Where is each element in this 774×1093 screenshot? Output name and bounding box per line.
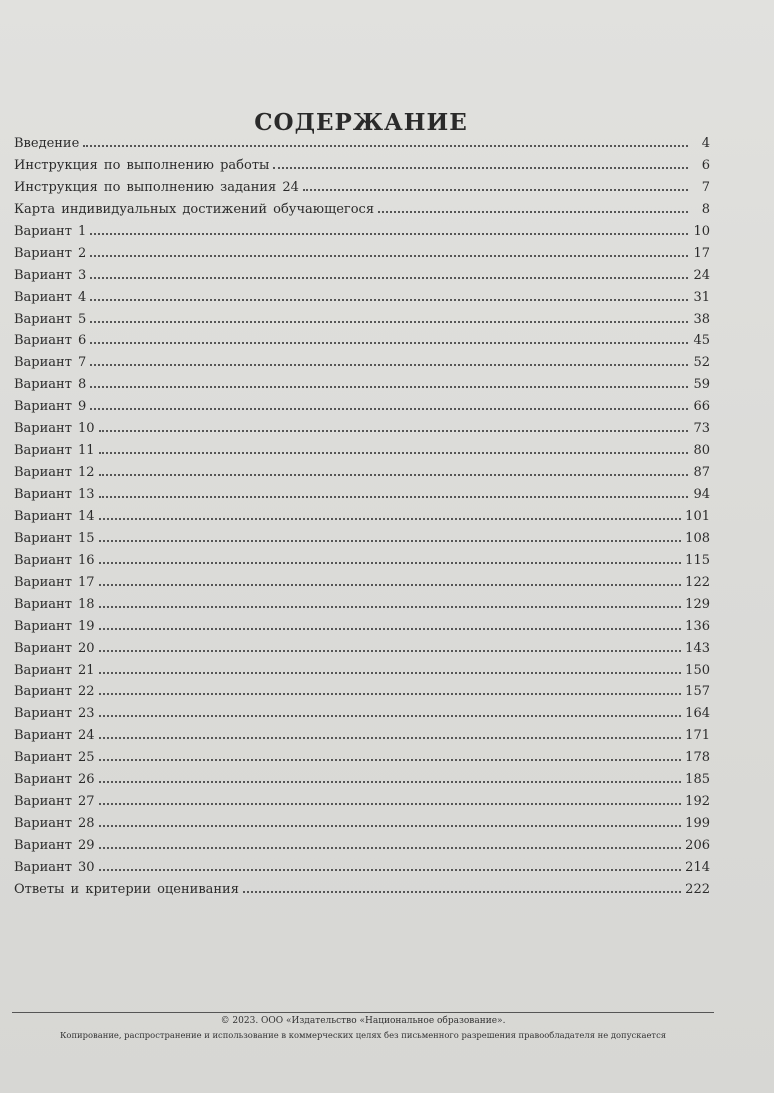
- toc-entry-page: 164: [685, 706, 710, 722]
- toc-entry-page: 38: [693, 311, 710, 327]
- toc-entry: [14, 726, 710, 748]
- dot-leader: [303, 188, 688, 191]
- dot-leader: [99, 824, 682, 827]
- toc-entry: [14, 836, 710, 858]
- toc-entry: [14, 419, 710, 441]
- dot-leader: [99, 714, 682, 717]
- dot-leader: [99, 780, 682, 783]
- toc-entry: [14, 880, 710, 902]
- dot-leader: [99, 605, 682, 608]
- toc-entry-title: Ответы и критерии оценивания: [14, 881, 239, 897]
- toc-entry: [14, 463, 710, 485]
- toc-entry: [14, 200, 710, 222]
- dot-leader: [99, 802, 682, 805]
- toc-entry-page: 199: [685, 816, 710, 832]
- toc-entry-title: Вариант 27: [14, 794, 95, 810]
- toc-entry-title: Вариант 18: [14, 596, 95, 612]
- toc-entry-title: Инструкция по выполнению задания 24: [14, 179, 299, 195]
- toc-entry: [14, 266, 710, 288]
- toc-entry: [14, 573, 710, 595]
- toc-entry-title: Вариант 7: [14, 355, 87, 371]
- toc-entry: [14, 310, 710, 332]
- toc-entry-title: Вариант 26: [14, 772, 95, 788]
- toc-entry-title: Вариант 20: [14, 640, 95, 656]
- toc-entry: [14, 288, 710, 310]
- dot-leader: [99, 649, 682, 652]
- toc-entry-title: Вариант 25: [14, 750, 95, 766]
- dot-leader: [99, 495, 688, 498]
- toc-entry: [14, 485, 710, 507]
- toc-entry-page: 7: [701, 179, 710, 195]
- dot-leader: [90, 232, 688, 235]
- toc-entry-page: 6: [701, 157, 710, 173]
- toc-entry: [14, 529, 710, 551]
- toc-entry: [14, 661, 710, 683]
- toc-entry-title: Вариант 1: [14, 223, 87, 239]
- toc-entry-title: Вариант 10: [14, 421, 95, 437]
- table-of-contents: [14, 134, 710, 902]
- dot-leader: [83, 144, 688, 147]
- toc-entry-title: Вариант 11: [14, 443, 95, 459]
- toc-entry-title: Карта индивидуальных достижений обучающегося: [14, 201, 375, 217]
- toc-entry-page: 8: [701, 201, 710, 217]
- toc-entry-page: 17: [693, 245, 710, 261]
- toc-entry-page: 214: [685, 859, 710, 875]
- dot-leader: [90, 298, 688, 301]
- toc-entry-title: Вариант 19: [14, 618, 95, 634]
- dot-leader: [90, 276, 688, 279]
- toc-entry-page: 101: [685, 508, 710, 524]
- toc-entry: [14, 617, 710, 639]
- toc-entry-page: 206: [685, 838, 710, 853]
- toc-entry-page: 10: [693, 223, 710, 239]
- dot-leader: [99, 539, 682, 542]
- toc-entry: [14, 595, 710, 617]
- toc-entry-title: Вариант 12: [14, 465, 95, 481]
- toc-entry-page: 129: [685, 596, 710, 612]
- toc-entry: [14, 814, 710, 836]
- toc-entry-title: Вариант 2: [14, 245, 87, 261]
- toc-entry-title: Вариант 28: [14, 816, 95, 832]
- toc-entry-page: 24: [693, 267, 710, 283]
- toc-entry-page: 59: [693, 377, 710, 393]
- toc-entry: [14, 441, 710, 463]
- dot-leader: [99, 517, 682, 520]
- toc-entry-title: Вариант 13: [14, 487, 95, 502]
- page-title: СОДЕРЖАНИЕ: [254, 109, 468, 137]
- toc-entry-title: Вариант 4: [14, 289, 87, 305]
- toc-entry-page: 171: [685, 728, 710, 744]
- toc-entry-page: 4: [701, 136, 710, 151]
- toc-entry-title: Вариант 24: [14, 728, 95, 744]
- toc-entry-title: Вариант 9: [14, 399, 87, 415]
- toc-entry: [14, 178, 710, 200]
- toc-entry-title: Вариант 29: [14, 838, 95, 853]
- toc-entry-title: Вариант 14: [14, 508, 95, 524]
- dot-leader: [99, 758, 682, 761]
- toc-entry: [14, 397, 710, 419]
- toc-entry-page: 73: [693, 421, 710, 437]
- dot-leader: [99, 561, 682, 564]
- toc-entry-title: Вариант 5: [14, 311, 87, 327]
- footer-divider: [12, 1012, 714, 1013]
- toc-entry-page: 66: [693, 399, 710, 415]
- toc-entry-title: Введение: [14, 136, 80, 151]
- toc-entry-title: Вариант 21: [14, 662, 95, 678]
- toc-entry: [14, 682, 710, 704]
- toc-entry-title: Вариант 16: [14, 552, 95, 568]
- toc-entry-page: 150: [685, 662, 710, 678]
- toc-entry-page: 136: [685, 618, 710, 634]
- toc-entry: [14, 222, 710, 244]
- dot-leader: [90, 407, 688, 410]
- toc-entry-title: Вариант 15: [14, 530, 95, 546]
- toc-entry: [14, 551, 710, 573]
- toc-entry: [14, 375, 710, 397]
- toc-entry-page: 52: [693, 355, 710, 371]
- toc-entry-title: Инструкция по выполнению работы: [14, 157, 270, 173]
- toc-entry: [14, 507, 710, 529]
- toc-entry: [14, 331, 710, 353]
- toc-entry-page: 115: [685, 552, 710, 568]
- dot-leader: [273, 166, 688, 169]
- toc-entry-page: 157: [685, 684, 710, 700]
- copyright-line: © 2023. ООО «Издательство «Национальное образование».: [220, 1016, 506, 1026]
- toc-entry-page: 108: [685, 530, 710, 546]
- toc-entry-page: 31: [693, 289, 710, 305]
- toc-entry-title: Вариант 17: [14, 574, 95, 590]
- toc-entry: [14, 858, 710, 880]
- toc-entry-title: Вариант 22: [14, 684, 95, 700]
- toc-entry-page: 192: [685, 794, 710, 810]
- toc-entry-page: 94: [693, 487, 710, 502]
- toc-entry: [14, 134, 710, 156]
- toc-entry-title: Вариант 6: [14, 333, 87, 349]
- toc-entry-title: Вариант 30: [14, 859, 95, 875]
- dot-leader: [99, 692, 682, 695]
- toc-entry-page: 122: [685, 574, 710, 590]
- dot-leader: [90, 254, 688, 257]
- toc-entry-page: 185: [685, 772, 710, 788]
- toc-entry: [14, 770, 710, 792]
- toc-entry: [14, 353, 710, 375]
- dot-leader: [90, 363, 688, 366]
- dot-leader: [99, 736, 682, 739]
- dot-leader: [378, 210, 688, 213]
- toc-entry: [14, 704, 710, 726]
- dot-leader: [99, 583, 682, 586]
- toc-entry: [14, 639, 710, 661]
- dot-leader: [99, 473, 688, 476]
- toc-entry-page: 87: [693, 465, 710, 481]
- dot-leader: [99, 627, 682, 630]
- dot-leader: [99, 429, 688, 432]
- dot-leader: [99, 671, 682, 674]
- toc-entry: [14, 244, 710, 266]
- toc-entry: [14, 156, 710, 178]
- toc-entry-page: 178: [685, 750, 710, 766]
- dot-leader: [99, 451, 688, 454]
- dot-leader: [99, 868, 682, 871]
- dot-leader: [90, 320, 688, 323]
- toc-entry-page: 143: [685, 640, 710, 656]
- toc-entry-page: 222: [685, 881, 710, 897]
- toc-entry-title: Вариант 3: [14, 267, 87, 283]
- dot-leader: [243, 890, 681, 893]
- toc-entry: [14, 792, 710, 814]
- toc-entry-title: Вариант 8: [14, 377, 87, 393]
- toc-entry-title: Вариант 23: [14, 706, 95, 722]
- toc-entry: [14, 748, 710, 770]
- dot-leader: [90, 341, 688, 344]
- dot-leader: [99, 846, 682, 849]
- copyright-notice: Копирование, распространение и использование в коммерческих целях без письменного разрешения правообладателя не допускается: [59, 1030, 667, 1040]
- toc-entry-page: 45: [693, 333, 710, 349]
- dot-leader: [90, 385, 688, 388]
- toc-entry-page: 80: [693, 443, 710, 459]
